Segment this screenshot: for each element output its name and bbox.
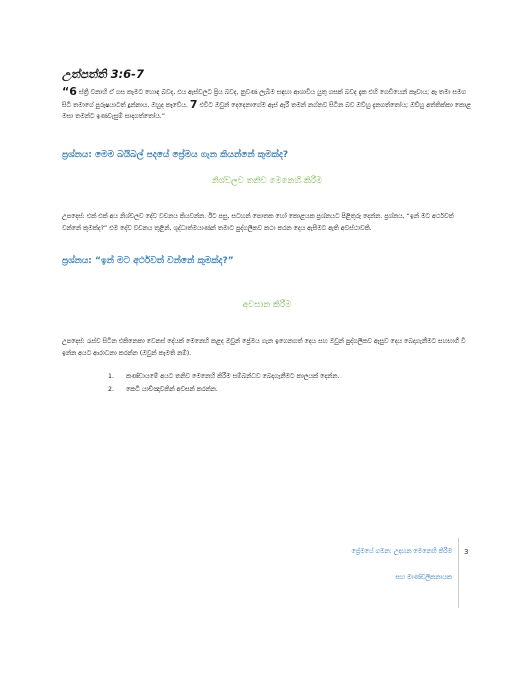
- question-text: “ඉන් මට අර්ථවත් වන්නේ කුමක්ද?”: [91, 256, 234, 266]
- verse-number-7: 7: [189, 97, 198, 111]
- verse-text-6: ස්ත්‍රී වනාහි ඒ ගස කෑමට හොඳ බවද, එය ඇස්වලට ප්‍රිය බවද, නුවණ ලැබීම සඳහා ආශාවිය යුතු ගසක් බවද දැක එහි ගෙඩියෙන් කෑවාය; ඈ තමා සමග සිටි තම‍ාගේ පුරුෂයාටත් දුන්නාය, ඔහුද කෑවේය.: [62, 89, 466, 109]
- instructions-paragraph-2: උපදෙස්: රැස්ව සිටින එකිනෙකා වෙනස් දේයක් මෙනෙහි කළද ඔවුන් ප්‍රේමය ගැන ඉගෙනගත් දෙය සහ ඔවුන් පුද්ගලිකව ඇසුව දෙය බෙදාගැනීමට සහභාගී වී ඉන්න අයට ආරාධනා කරන්න (ඔවුන් කැමති නම්).: [62, 338, 466, 357]
- question-label: ප්‍රශ්නය:: [62, 256, 92, 266]
- list-item-number: 1.: [108, 373, 115, 380]
- quote-mark: “: [62, 85, 70, 98]
- closing-steps-list: [108, 370, 468, 396]
- list-item-text: කෙටි යාච්ඤාවකින් අවසන් කරන්න.: [126, 386, 218, 393]
- section-title-closing: අවසාන කිරීම: [242, 300, 292, 310]
- list-item: [108, 370, 468, 383]
- footer-title-line-2: සහ මාණ්ඩලිකනායක: [395, 574, 452, 581]
- page-number: 3: [464, 548, 469, 556]
- verse-text-7: එවිට ඔවුන් දෙදෙනාගේම ඇස් ඇරී තමන් නග්නව සිටින බව ඔව්හු දැනගත්තෝය; ඔව්හු අත්තික්කා කොළ මසා තමන්ට ඉණවැසුම් සාදාගත්තෝය.”: [62, 101, 471, 121]
- question-1: [62, 150, 288, 160]
- section-title-solitary-meditation: නිශ්චලව තනිව මෙනෙහි කිරීම: [211, 176, 323, 186]
- list-item-number: 2.: [108, 386, 115, 393]
- footer-title-line-1: ප්‍රේමයේ ගමන: උදාහන මෙනෙහි කිරීම: [351, 548, 452, 555]
- list-item-text: කණ්ඩායමේ අයට තනිව මෙනෙහි කිරීම සම්බන්ධව බෙදාගැනීමට කාලයක් දෙන්න.: [126, 373, 340, 380]
- question-2: [62, 256, 234, 266]
- scripture-verse: [62, 86, 472, 123]
- verse-number-6: 6: [69, 85, 77, 98]
- scripture-reference: උත්පත්ති 3:6-7: [62, 67, 144, 81]
- instructions-paragraph-1: උපදෙස්: එක් එක් අය නිශ්චලව දේව වචනය කියවන්න. ඊට පසු, සටහන් පොතක හෝ කොළයක ප්‍රශ්නයට පිළිතුරු දෙන්න. ප්‍රශ්නය, “ඉන් මට අර්ථවත් වන්නේ කුමක්ද?” එම දේව වචනය තුළින්, ශුද්ධාත්මයාණන් තමාට පුද්ගලිකව කථා කරන දෙය ඇසීමට ඇති අවස්ථාවකි.: [62, 213, 454, 232]
- footer-divider: [458, 538, 459, 608]
- list-item: [108, 383, 468, 396]
- question-label: ප්‍රශ්නය:: [62, 150, 92, 160]
- question-text: මෙම බයිබල් පදයේ ප්‍රේමය ගැන කියන්නේ කුමක්ද?: [91, 150, 289, 160]
